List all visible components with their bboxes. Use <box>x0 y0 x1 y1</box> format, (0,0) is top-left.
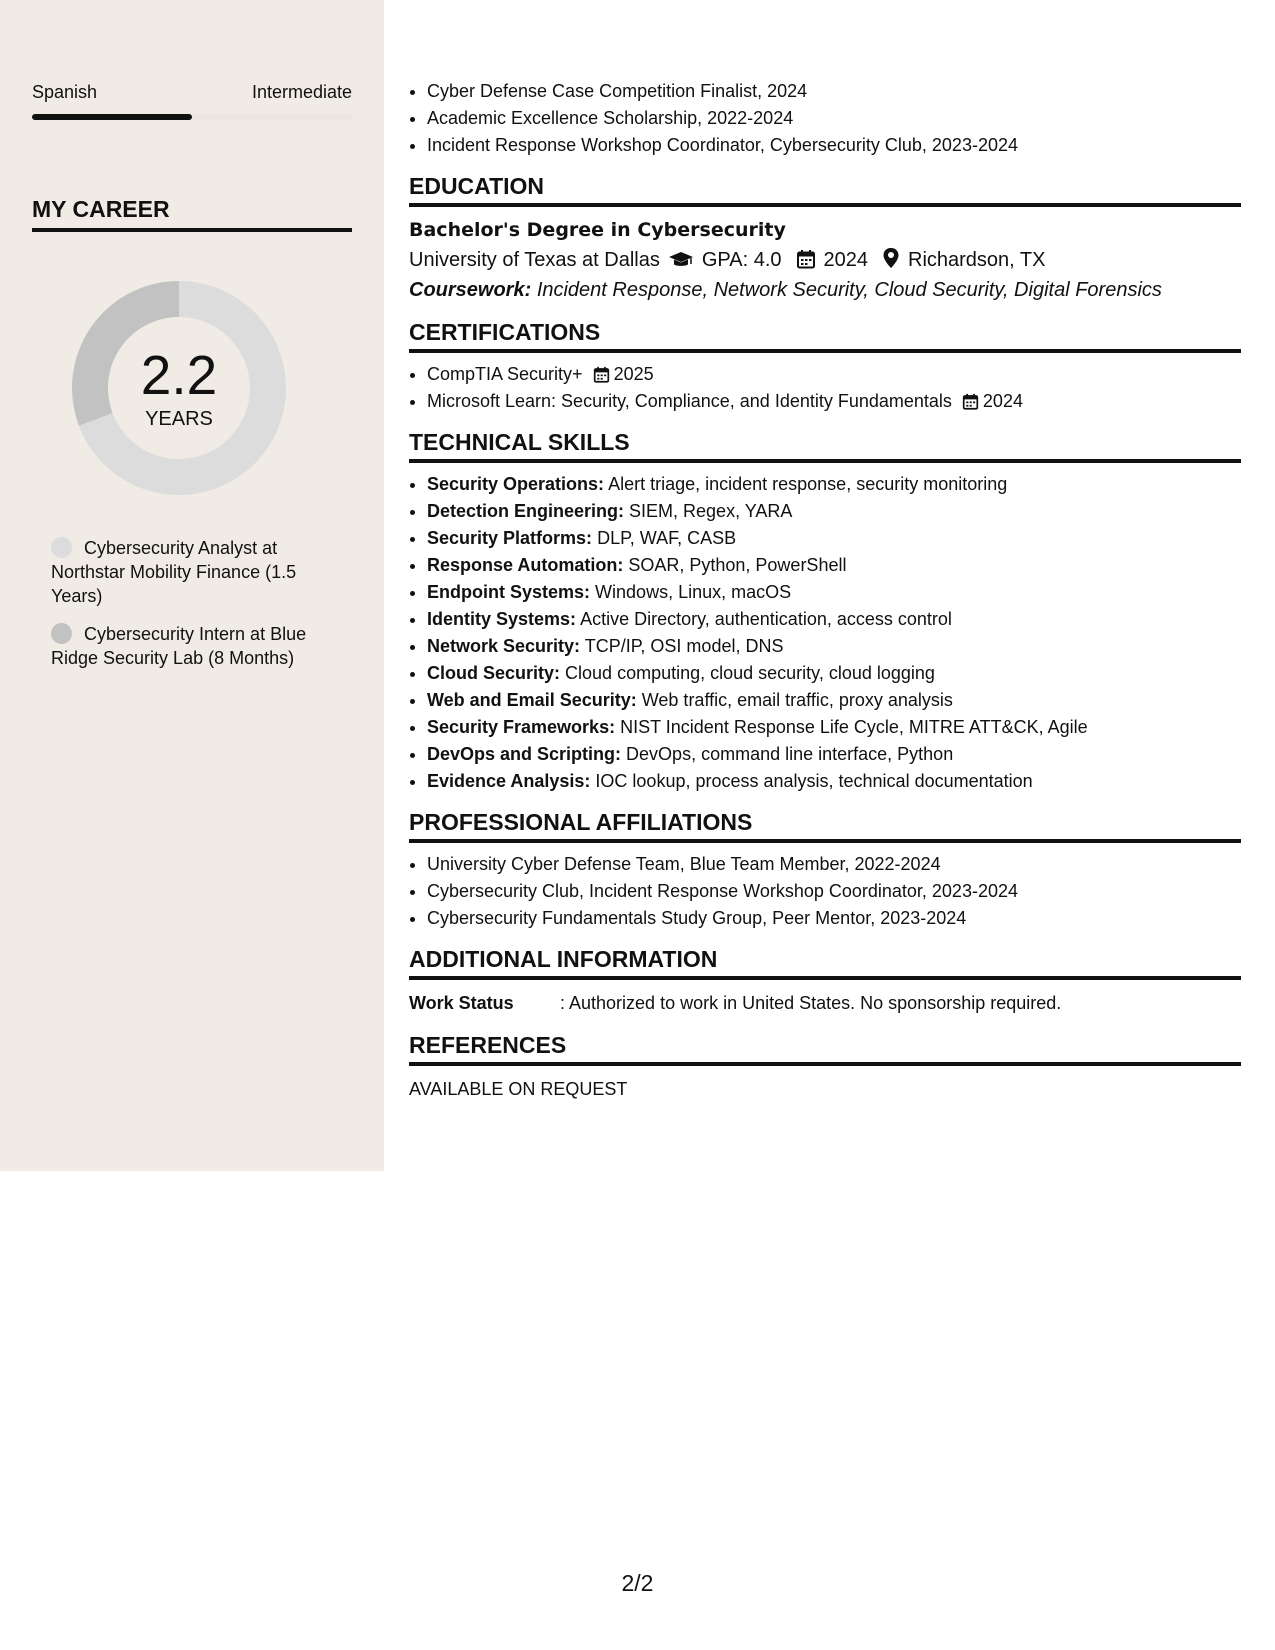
certification-year: 2025 <box>613 364 654 384</box>
certification-year: 2024 <box>982 391 1023 411</box>
skill-label: Security Platforms: <box>427 528 593 548</box>
graduation-cap-icon <box>668 251 694 269</box>
list-item <box>427 687 1241 714</box>
skill-value: Windows, Linux, macOS <box>595 582 792 602</box>
technical-skills-heading: TECHNICAL SKILLS <box>409 429 1241 463</box>
coursework-value: Incident Response, Network Security, Cloud Security, Digital Forensics <box>536 279 1162 301</box>
career-legend-item <box>51 622 321 670</box>
language-name: Spanish <box>32 82 98 102</box>
work-status-row <box>409 988 1241 1018</box>
list-item: • Cybersecurity Club, Incident Response Workshop Coordinator, 2023-2024 <box>427 878 1241 905</box>
skill-value: Web traffic, email traffic, proxy analysis <box>641 690 953 710</box>
list-item <box>427 361 1241 388</box>
education-heading: EDUCATION <box>409 173 1241 207</box>
list-item <box>427 660 1241 687</box>
skill-label: Security Frameworks: <box>427 717 616 737</box>
affiliations-list <box>409 851 1241 932</box>
skill-value: TCP/IP, OSI model, DNS <box>584 636 784 656</box>
career-legend-label: Cybersecurity Analyst at Northstar Mobility Finance (1.5 Years) <box>51 538 297 606</box>
skill-label: Response Automation: <box>427 555 624 575</box>
skill-value: Cloud computing, cloud security, cloud logging <box>565 663 935 683</box>
skill-label: Evidence Analysis: <box>427 771 591 791</box>
skill-label: Endpoint Systems: <box>427 582 591 602</box>
career-total-value: 2.2 <box>140 344 218 406</box>
list-item: • Cybersecurity Fundamentals Study Group, Peer Mentor, 2023-2024 <box>427 905 1241 932</box>
skill-label: Identity Systems: <box>427 609 577 629</box>
education-degree: Bachelor's Degree in Cybersecurity <box>409 219 786 241</box>
list-item <box>427 768 1241 795</box>
list-item <box>427 714 1241 741</box>
language-proficiency-bar <box>32 114 352 120</box>
work-status-value: : Authorized to work in United States. No sponsorship required. <box>560 993 1062 1013</box>
list-item <box>427 498 1241 525</box>
calendar-icon <box>962 393 979 410</box>
skill-label: Cloud Security: <box>427 663 561 683</box>
education-gpa: GPA: 4.0 <box>701 249 782 271</box>
legend-dot <box>51 537 72 558</box>
education-location: Richardson, TX <box>908 249 1046 271</box>
list-item <box>427 633 1241 660</box>
list-item: • Incident Response Workshop Coordinator, Cybersecurity Club, 2023-2024 <box>427 132 1241 159</box>
main-content <box>409 78 1241 1104</box>
skill-label: Security Operations: <box>427 474 605 494</box>
skill-value: Alert triage, incident response, security monitoring <box>608 474 1008 494</box>
page-number: 2/2 <box>621 1570 654 1596</box>
skill-value: DevOps, command line interface, Python <box>626 744 954 764</box>
skill-label: Web and Email Security: <box>427 690 637 710</box>
career-legend-label: Cybersecurity Intern at Blue Ridge Security Lab (8 Months) <box>51 624 307 668</box>
map-pin-icon <box>882 247 900 269</box>
affiliations-heading: PROFESSIONAL AFFILIATIONS <box>409 809 1241 843</box>
list-item: • Cyber Defense Case Competition Finalist, 2024 <box>427 78 1241 105</box>
references-text: AVAILABLE ON REQUEST <box>409 1079 628 1099</box>
career-total <box>66 275 292 501</box>
list-item: • University Cyber Defense Team, Blue Team Member, 2022-2024 <box>427 851 1241 878</box>
list-item <box>427 741 1241 768</box>
education-school: University of Texas at Dallas <box>409 249 660 271</box>
career-legend <box>51 536 321 684</box>
skill-label: DevOps and Scripting: <box>427 744 622 764</box>
additional-info-heading: ADDITIONAL INFORMATION <box>409 946 1241 980</box>
education-year: 2024 <box>823 249 869 271</box>
skill-value: DLP, WAF, CASB <box>597 528 737 548</box>
certification-name: CompTIA Security+ <box>427 364 583 384</box>
skill-value: SOAR, Python, PowerShell <box>628 555 847 575</box>
skill-value: Active Directory, authentication, access control <box>580 609 952 629</box>
list-item: • Academic Excellence Scholarship, 2022-2024 <box>427 105 1241 132</box>
skill-label: Detection Engineering: <box>427 501 625 521</box>
legend-dot <box>51 623 72 644</box>
work-status-label: Work Status <box>409 993 514 1013</box>
education-details <box>409 245 1241 275</box>
career-legend-item <box>51 536 321 608</box>
skill-label: Network Security: <box>427 636 581 656</box>
certifications-heading: CERTIFICATIONS <box>409 319 1241 353</box>
awards-list <box>409 78 1241 159</box>
calendar-icon <box>593 366 610 383</box>
list-item <box>427 471 1241 498</box>
sidebar <box>0 0 384 1171</box>
list-item <box>427 606 1241 633</box>
career-total-unit: YEARS <box>145 408 213 430</box>
list-item <box>427 579 1241 606</box>
list-item <box>427 552 1241 579</box>
skill-value: NIST Incident Response Life Cycle, MITRE ATT&CK, Agile <box>620 717 1088 737</box>
language-level: Intermediate <box>251 82 352 102</box>
certification-name: Microsoft Learn: Security, Compliance, and Identity Fundamentals <box>427 391 952 411</box>
list-item <box>427 388 1241 415</box>
skills-list <box>409 471 1241 795</box>
coursework-label: Coursework: <box>409 279 532 301</box>
references-heading: REFERENCES <box>409 1032 1241 1066</box>
skill-value: IOC lookup, process analysis, technical documentation <box>595 771 1033 791</box>
list-item <box>427 525 1241 552</box>
skill-value: SIEM, Regex, YARA <box>629 501 793 521</box>
calendar-icon <box>796 249 816 269</box>
career-heading: MY CAREER <box>32 196 352 232</box>
certifications-list <box>409 361 1241 415</box>
language-proficiency-fill <box>32 114 192 120</box>
education-coursework <box>409 275 1241 305</box>
